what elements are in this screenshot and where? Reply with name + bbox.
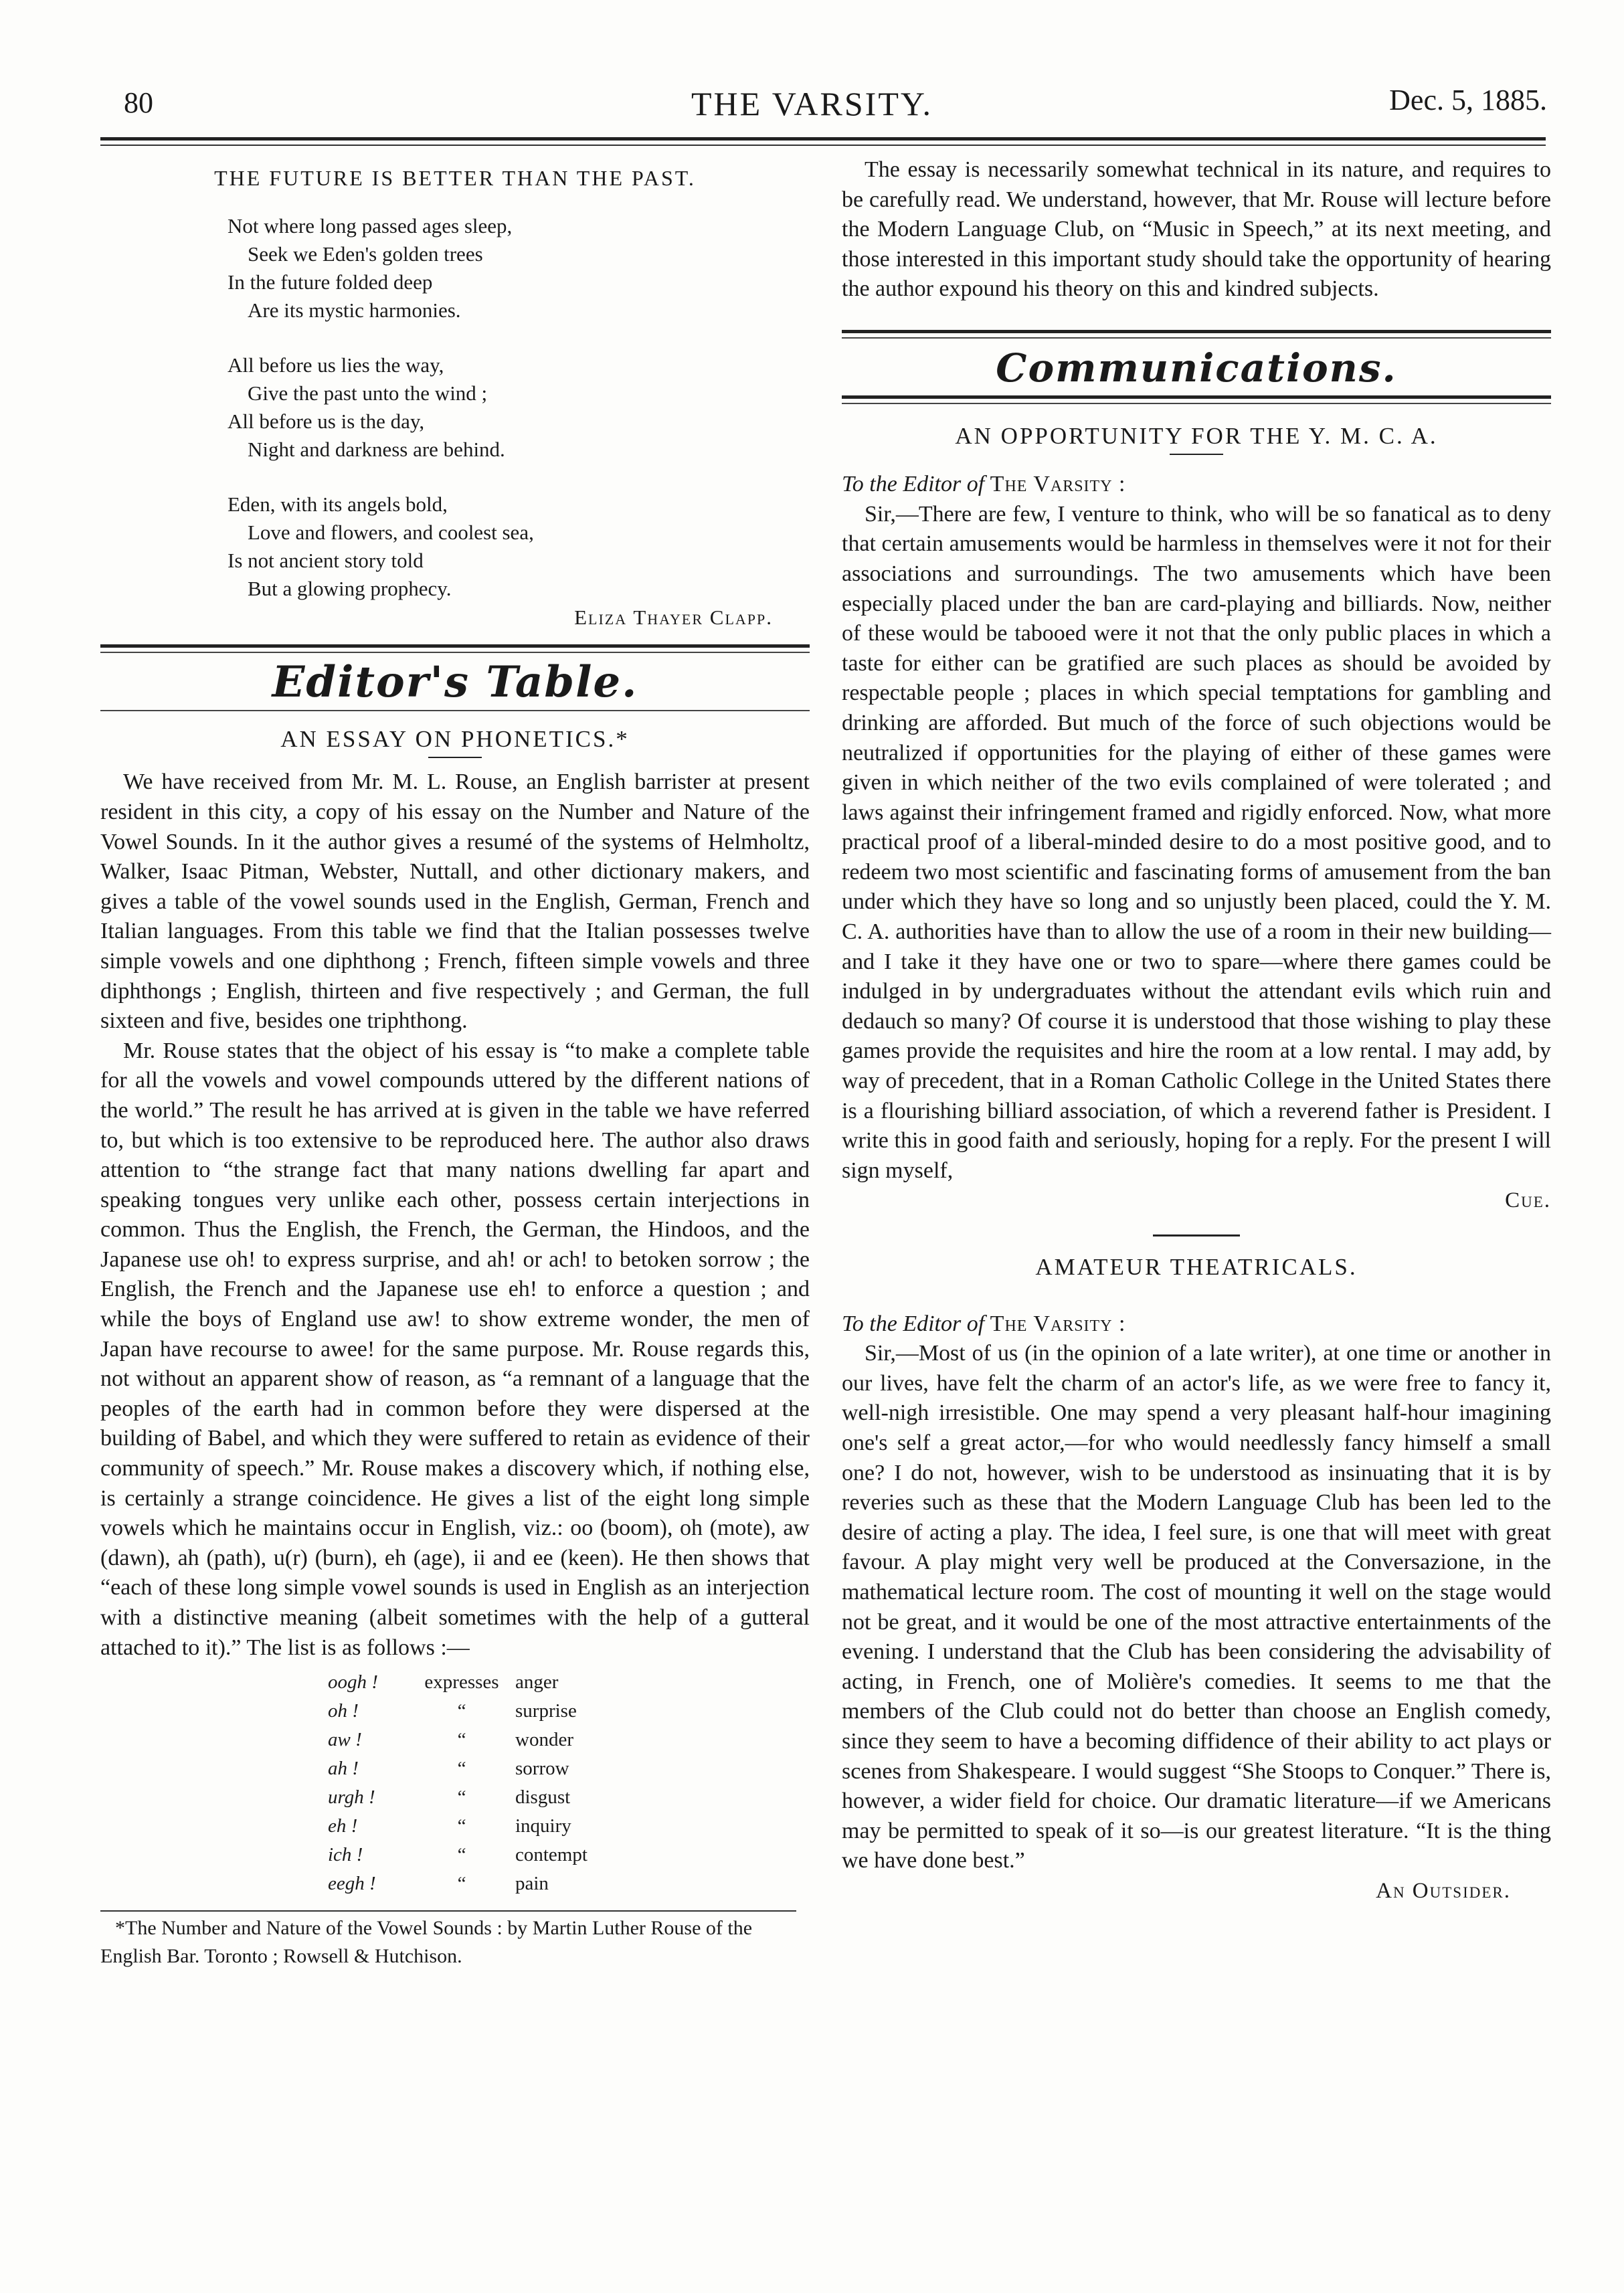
poem-line: In the future folded deep: [228, 270, 433, 294]
expresses-mark: “: [457, 1844, 466, 1866]
editors-table-heading: Editor's Table.: [272, 657, 638, 708]
header-rule-thin: [100, 145, 1546, 146]
interjection: oogh !: [328, 1671, 378, 1693]
left-column: [100, 154, 810, 1970]
poem-line: Eden, with its angels bold,: [228, 492, 448, 516]
letter-signature: Cue.: [1505, 1188, 1551, 1213]
letter-salutation: [842, 470, 1551, 500]
meaning: pain: [515, 1873, 549, 1895]
letter-body: Sir,—Most of us (in the opinion of a late writer), at one time or another in our lives, have felt the charm of an actor's life, as we were free to fancy it, well-nigh irresistible. One may spend a very pleasant half-hour imagining one's self a great actor,—for who would needlessly fancy himself a small one? I do not, however, wish to be understood as insinuating that it is by reveries such as these that the Modern Language Club has been led to the desire of acting a play. The idea, I feel sure, is one that will meet with great favour. A play might very well be produced at the Conversazione, in the mathematical lecture room. The cost of mounting it well on the stage would not be great, and it would be one of the most attractive entertainments of the evening. I understand that the Club has been considering the advisability of acting, in French, one of Molière's comedies. It seems to me that the members of the Club could not do better than choose an English comedy, since they seem to have a becoming diffidence of their ability to act plays or scenes from Shakespeare. I would suggest “She Stoops to Conquer.” There is, however, a wider field for choice. Our dramatic literature—if we Americans may be permitted to speak of it so—is our greatest literature. “It is the thing we have done best.”: [842, 1341, 1551, 1873]
section-rule: [842, 330, 1551, 333]
list-item: [328, 1783, 588, 1812]
footnote-rule: [100, 1910, 796, 1912]
letter-signature: An Outsider.: [1376, 1878, 1511, 1903]
expresses-mark: “: [457, 1729, 466, 1751]
header-rule: [100, 137, 1546, 141]
interjection: oh !: [328, 1700, 359, 1722]
meaning: disgust: [515, 1786, 571, 1809]
poem-line: Are its mystic harmonies.: [248, 298, 461, 322]
section-rule-thin: [100, 652, 810, 653]
interjection: eh !: [328, 1815, 358, 1837]
letter-theatricals: [842, 1253, 1551, 1906]
poem-line: Seek we Eden's golden trees: [248, 242, 483, 266]
salutation-paper: The Varsity :: [990, 1311, 1126, 1336]
page-number: 80: [124, 86, 153, 119]
section-rule: [842, 395, 1551, 399]
meaning: contempt: [515, 1844, 588, 1866]
poem-stanza-3: [228, 490, 810, 603]
section-rule-thin: [842, 403, 1551, 404]
poem: [100, 163, 810, 632]
letter-salutation: [842, 1309, 1551, 1340]
meaning: anger: [515, 1671, 559, 1693]
interjection-list: [328, 1668, 588, 1898]
list-item: [328, 1726, 588, 1754]
poem-stanza-2: [228, 351, 810, 464]
right-column: [842, 154, 1551, 1906]
interjection: urgh !: [328, 1786, 375, 1809]
spacer: [842, 1283, 1551, 1309]
poem-line: Night and darkness are behind.: [248, 437, 505, 461]
poem-line: Is not ancient story told: [228, 548, 424, 572]
expresses-mark: “: [457, 1786, 466, 1809]
expresses-mark: “: [457, 1700, 466, 1722]
poem-title: THE FUTURE IS BETTER THAN THE PAST.: [214, 166, 696, 190]
list-item: [328, 1668, 588, 1697]
essay-paragraph: We have received from Mr. M. L. Rouse, an English barrister at present resident in this city, a copy of his essay on the Number and Nature of the Vowel Sounds. In it the author gives a resumé of the systems of Helmholtz, Walker, Isaac Pitman, Webster, Nuttall, and other dictionary makers, and gives a table of the vowel sounds used in the English, German, French and Italian languages. From this table we find that the Italian possesses twelve simple vowels and one diphthong ; French, fifteen simple vowels and three diphthongs ; English, thirteen and five respectively ; and German, the full sixteen and five, besides one triphthong.: [100, 769, 810, 1034]
section-rule-thin: [842, 337, 1551, 339]
essay-paragraph: Mr. Rouse states that the object of his essay is “to make a complete table for all the vowels and vowel compounds uttered by the different nations of the world.” The result he has arrived at is given in the table we have referred to, but which is too extensive to be reproduced here. The author also draws attention to “the strange fact that many nations dwelling far apart and speaking tongues very unlike each other, possess certain interjections in common. Thus the English, the French, the German, the Hindoos, and the Japanese use oh! to express surprise, and ah! or ach! to betoken sorrow ; the English, the French and the Japanese use eh! to enforce a question ; and while the boys of England use aw! to show extreme wonder, the men of Japan have recourse to awee! for the same purpose. Mr. Rouse regards this, not without an apparent show of reason, as “a remnant of a language that the peoples of the earth had in common before they were dispersed at the building of Babel, and which they were suffered to retain as evidence of their community of speech.” Mr. Rouse makes a discovery which, if nothing else, is certainly a strange coincidence. He gives a list of the eight long simple vowels which he maintains occur in English, viz.: oo (boom), oh (mote), aw (dawn), ah (path), u(r) (burn), eh (age), ii and ee (keen). He then shows that “each of these long simple vowel sounds is used in English as an interjection with a distinctive meaning (albeit sometimes with the help of a gutteral attached to it).” The list is as follows :—: [100, 1038, 810, 1660]
meaning: sorrow: [515, 1758, 569, 1780]
poem-stanza-1: [228, 212, 810, 325]
issue-date: Dec. 5, 1885.: [1389, 84, 1547, 116]
interjection: ah !: [328, 1758, 359, 1780]
poem-line: But a glowing prophecy.: [248, 576, 452, 600]
poem-body: [228, 212, 810, 603]
poem-line: Give the past unto the wind ;: [248, 381, 488, 405]
expresses-mark: “: [457, 1815, 466, 1837]
meaning: inquiry: [515, 1815, 571, 1837]
expresses-mark: expresses: [424, 1671, 499, 1693]
letter-body: Sir,—There are few, I venture to think, who will be so fanatical as to deny that certain amusements would be harmless in themselves were it not for their associations and surroundings. The two amusements which have been especially placed under the ban are card-playing and billiards. Now, neither of these would be tabooed were it not that the only public places in which a taste for either can be gratified are such places as should be avoided by respectable people ; places in which special temptations for gambling and drinking are afforded. But much of the force of such objections would be neutralized if opportunities for the playing of either of these games were given in which neither of the two evils complained of were tolerated ; and laws against their infringement framed and rigidly enforced. Now, what more practical proof of a liberal-minded desire to do a most positive good, and to redeem two most scientific and fascinating forms of amusement from the ban under which they have so long and so unjustly been placed, could the Y. M. C. A. authorities have than to allow the use of a room in their new building—and I take it they have one or two to spare—where there games could be indulged in by undergraduates without the attendant evils which ruin and dedauch so many? Of course it is understood that those wishing to play these games provide the requisites and hire the room at a low rental. I may add, by way of precedent, that in a Roman Catholic College in the United States there is a flourishing billiard association, of which a reverend father is President. I write this in good faith and seriously, hoping for a reply. For the present I will sign myself,: [842, 501, 1551, 1183]
essay-title: AN ESSAY ON PHONETICS.*: [280, 725, 630, 752]
list-item: [328, 1869, 588, 1898]
interjection: eegh !: [328, 1873, 376, 1895]
section-rule-thin: [100, 710, 810, 711]
meaning: wonder: [515, 1729, 573, 1751]
list-item: [328, 1754, 588, 1783]
title-underline: [428, 757, 482, 758]
letter-title: AN OPPORTUNITY FOR THE Y. M. C. A.: [955, 422, 1438, 449]
title-underline: [1170, 454, 1223, 455]
list-item: [328, 1841, 588, 1869]
poem-line: All before us is the day,: [228, 409, 425, 433]
salutation-prefix: To the Editor of: [842, 472, 985, 497]
interjection: aw !: [328, 1729, 362, 1751]
page-header: [0, 79, 1624, 132]
salutation-paper: The Varsity :: [990, 472, 1126, 497]
poem-line: Love and flowers, and coolest sea,: [248, 520, 534, 544]
letter-title: AMATEUR THEATRICALS.: [1035, 1254, 1358, 1280]
salutation-prefix: To the Editor of: [842, 1311, 985, 1336]
expresses-mark: “: [457, 1758, 466, 1780]
list-item: [328, 1812, 588, 1841]
letter-divider: [1153, 1234, 1240, 1236]
poem-line: All before us lies the way,: [228, 353, 444, 377]
expresses-mark: “: [457, 1873, 466, 1895]
essay-continued-paragraph: The essay is necessarily somewhat technical in its nature, and requires to be carefully read. We understand, however, that Mr. Rouse will lecture before the Modern Language Club, on “Music in Speech,” at its next meeting, and those interested in this important study should take the opportunity of hearing the author expound his theory on this and kindred subjects.: [842, 157, 1551, 302]
communications-heading: Communications.: [996, 345, 1397, 391]
section-rule: [100, 644, 810, 648]
interjection: ich !: [328, 1844, 363, 1866]
poem-line: Not where long passed ages sleep,: [228, 213, 513, 238]
footnote: *The Number and Nature of the Vowel Sounds : by Martin Luther Rouse of the English Bar. Toronto ; Rowsell & Hutchison.: [100, 1917, 753, 1968]
phonetics-essay: [100, 725, 810, 1970]
list-item: [328, 1697, 588, 1726]
meaning: surprise: [515, 1700, 577, 1722]
letter-ymca: [842, 422, 1551, 1216]
poem-author: Eliza Thayer Clapp.: [574, 605, 773, 629]
masthead-title: THE VARSITY.: [691, 85, 933, 122]
